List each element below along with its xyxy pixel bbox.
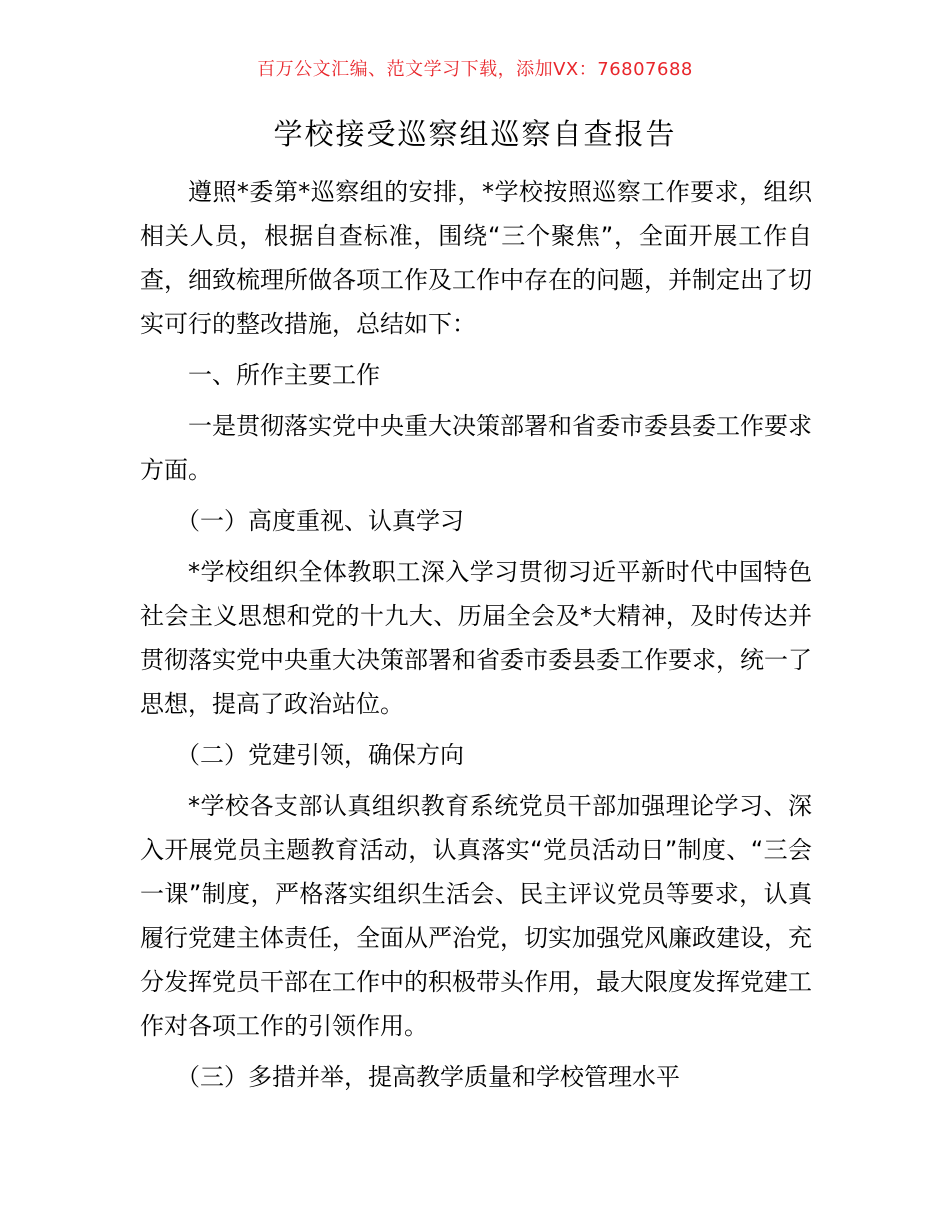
point-paragraph-1: 一是贯彻落实党中央重大决策部署和省委市委县委工作要求方面。 xyxy=(140,412,812,484)
section-heading-1: 一、所作主要工作 xyxy=(188,361,380,389)
subsection-heading-3: （三）多措并举，提高教学质量和学校管理水平 xyxy=(176,1063,680,1091)
subsection-body-1: *学校组织全体教职工深入学习贯彻习近平新时代中国特色社会主义思想和党的十九大、历届全会及*大精神，及时传达并贯彻落实党中央重大决策部署和省委市委县委工作要求，统一了思想，提高了政治站位。 xyxy=(140,558,812,718)
document-body xyxy=(140,170,812,1106)
header-banner: 百万公文汇编、范文学习下载，添加VX：76807688 xyxy=(257,59,693,80)
subsection-heading-2: （二）党建引领，确保方向 xyxy=(176,741,464,769)
intro-paragraph: 遵照*委第*巡察组的安排，*学校按照巡察工作要求，组织相关人员，根据自查标准，围绕“三个聚焦”，全面开展工作自查，细致梳理所做各项工作及工作中存在的问题，并制定出了切实可行的整改措施，总结如下： xyxy=(140,178,812,338)
subsection-heading-1: （一）高度重视、认真学习 xyxy=(176,507,464,535)
document-title: 学校接受巡察组巡察自查报告 xyxy=(273,117,677,151)
subsection-body-2: *学校各支部认真组织教育系统党员干部加强理论学习、深入开展党员主题教育活动，认真落实“党员活动日”制度、“三会一课”制度，严格落实组织生活会、民主评议党员等要求，认真履行党建主体责任，全面从严治党，切实加强党风廉政建设，充分发挥党员干部在工作中的积极带头作用，最大限度发挥党建工作对各项工作的引领作用。 xyxy=(140,792,812,1040)
